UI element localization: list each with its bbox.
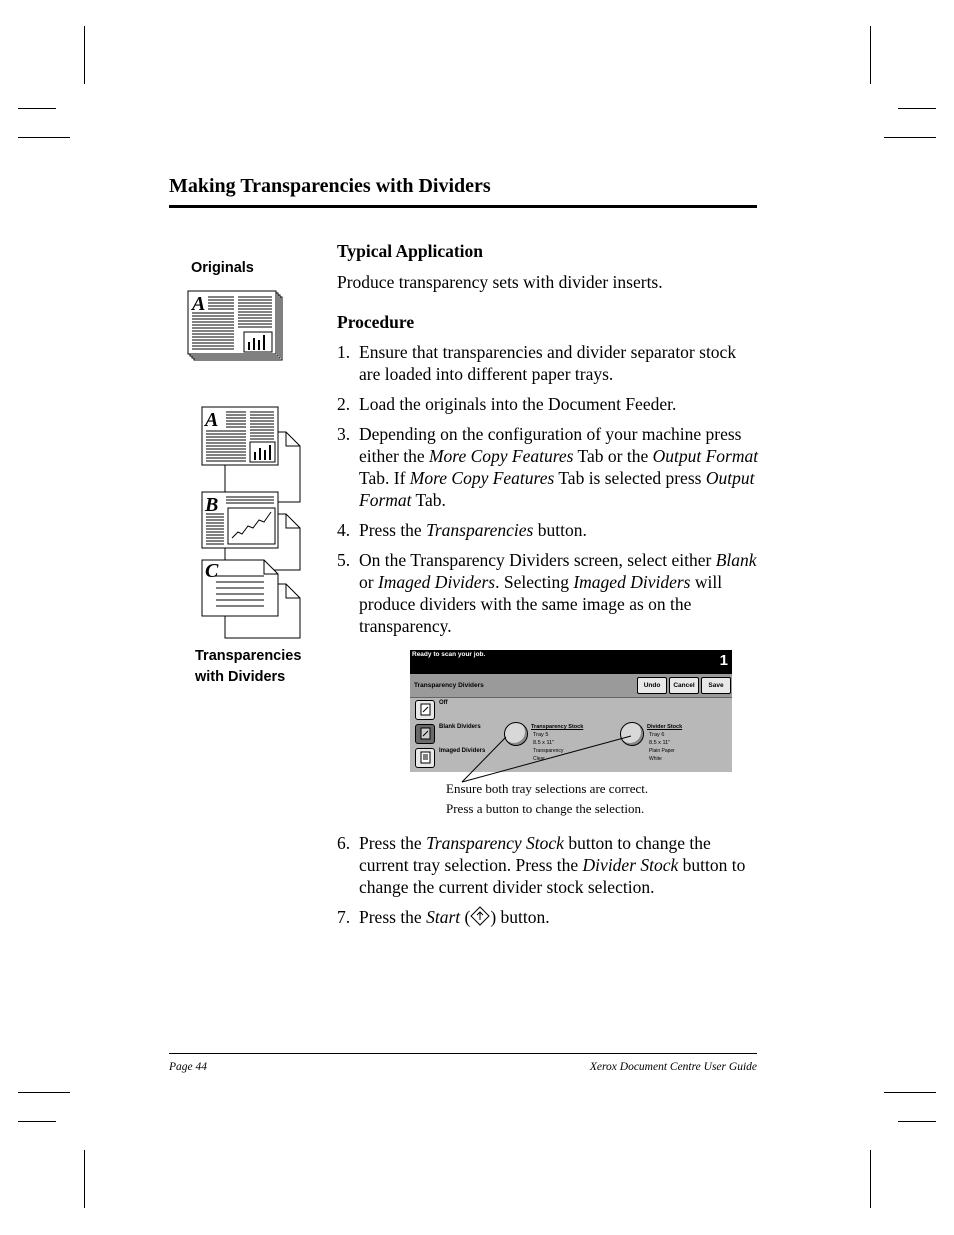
typical-application-heading: Typical Application — [337, 241, 484, 261]
crop-mark — [898, 108, 936, 109]
step-text: Tab. If — [359, 468, 410, 488]
crop-mark — [18, 108, 56, 109]
emphasized-term: Transparency Stock — [426, 833, 564, 853]
page-title: Making Transparencies with Dividers — [169, 175, 491, 197]
callout-lines — [400, 700, 660, 790]
step-text: ) button. — [490, 907, 550, 927]
doc-letter-a: A — [205, 409, 219, 431]
guide-title: Xerox Document Centre User Guide — [589, 1061, 757, 1073]
procedure-heading: Procedure — [337, 312, 415, 332]
procedure-step — [337, 549, 759, 637]
caption-line-1: Ensure both tray selections are correct. — [446, 781, 649, 796]
divider-stock-tray: Tray 6 — [649, 732, 665, 738]
step-number: 4. — [337, 520, 351, 540]
step-text: Press the — [359, 907, 427, 927]
emphasized-term: More Copy Features — [409, 468, 555, 488]
main-content-continued — [337, 832, 759, 936]
crop-mark — [870, 26, 871, 84]
transparencies-label-line1: Transparencies — [195, 648, 302, 664]
step-text: button. — [533, 520, 587, 540]
transparency-stock-color: Clear — [533, 756, 545, 762]
screen-caption — [446, 779, 648, 819]
emphasized-term: Output Format — [359, 468, 755, 510]
tab-header — [410, 674, 732, 698]
emphasized-term: More Copy Features — [428, 446, 574, 466]
transparency-stock-tray: Tray 5 — [533, 732, 549, 738]
step-text: Depending on the configuration of your machine press either the — [359, 424, 742, 466]
doc-letter-b: B — [205, 494, 219, 516]
step-text: or — [359, 572, 378, 592]
step-text: button to change the current divider stock selection. — [359, 855, 746, 897]
emphasized-term: Imaged Dividers — [377, 572, 496, 592]
status-bar — [410, 650, 732, 674]
step-number: 1. — [337, 342, 351, 362]
step-text: Press the — [359, 520, 427, 540]
procedure-steps-continued — [337, 832, 759, 928]
crop-mark — [18, 1092, 70, 1093]
status-text: Ready to scan your job. — [412, 651, 486, 658]
footer-rule — [169, 1053, 757, 1054]
page-number: Page 44 — [169, 1061, 208, 1073]
crop-mark — [18, 137, 70, 138]
step-number: 5. — [337, 550, 351, 570]
divider-stock-type: Plain Paper — [649, 748, 675, 754]
procedure-steps — [337, 341, 759, 637]
cancel-button[interactable]: Cancel — [669, 677, 699, 694]
transparencies-illustration — [198, 404, 304, 640]
emphasized-term: Transparencies — [426, 520, 534, 540]
step-number: 3. — [337, 424, 351, 444]
step-text: Load the originals into the Document Feeder. — [359, 394, 677, 414]
crop-mark — [898, 1121, 936, 1122]
start-icon — [470, 906, 490, 926]
transparency-stock-size: 8.5 x 11" — [533, 740, 555, 746]
step-text: Tab. — [411, 490, 446, 510]
caption-line-2: Press a button to change the selection. — [446, 801, 645, 816]
originals-illustration — [186, 288, 286, 364]
emphasized-term: Divider Stock — [582, 855, 679, 875]
emphasized-term: Blank — [715, 550, 757, 570]
transparencies-label — [195, 646, 301, 688]
step-text: Ensure that transparencies and divider separator stock are loaded into different paper trays. — [359, 342, 737, 384]
step-text: Tab or the — [573, 446, 653, 466]
doc-letter-a: A — [192, 293, 206, 315]
transparency-stock-title: Transparency Stock — [531, 724, 584, 730]
step-text: On the Transparency Dividers screen, select either — [359, 550, 716, 570]
step-number: 6. — [337, 833, 351, 853]
procedure-step — [337, 906, 759, 928]
divider-stock-color: White — [649, 756, 662, 762]
divider-stock-title: Divider Stock — [647, 724, 683, 730]
step-text: Tab is selected press — [554, 468, 706, 488]
step-text: . Selecting — [495, 572, 574, 592]
crop-mark — [884, 1092, 936, 1093]
transparency-stock-type: Transparency — [533, 748, 564, 754]
emphasized-term: Output Format — [652, 446, 759, 466]
step-number: 7. — [337, 907, 351, 927]
crop-mark — [84, 1150, 85, 1208]
step-number: 2. — [337, 394, 351, 414]
step-text: ( — [460, 907, 471, 927]
procedure-step — [337, 832, 759, 898]
originals-label: Originals — [191, 260, 254, 276]
job-number: 1 — [719, 652, 728, 669]
off-option-label: Off — [439, 700, 448, 706]
imaged-dividers-option-label: Imaged Dividers — [439, 748, 486, 754]
step-text: Press the — [359, 833, 427, 853]
crop-mark — [18, 1121, 56, 1122]
crop-mark — [870, 1150, 871, 1208]
title-rule — [169, 205, 757, 208]
step-text: button to change the current tray selection. Press the — [359, 833, 711, 875]
emphasized-term: Start — [426, 907, 461, 927]
emphasized-term: Imaged Dividers — [573, 572, 691, 592]
undo-button[interactable]: Undo — [637, 677, 667, 694]
typical-application-text: Produce transparency sets with divider inserts. — [337, 272, 663, 292]
save-button[interactable]: Save — [701, 677, 731, 694]
blank-dividers-option-label: Blank Dividers — [439, 724, 481, 730]
transparencies-label-line2: with Dividers — [195, 669, 286, 685]
step-text: will produce dividers with the same image as on the transparency. — [359, 572, 723, 636]
divider-stock-size: 8.5 x 11" — [649, 740, 671, 746]
procedure-step — [337, 519, 759, 541]
main-content — [337, 240, 759, 645]
crop-mark — [84, 26, 85, 84]
tab-title: Transparency Dividers — [414, 682, 484, 689]
procedure-step — [337, 393, 759, 415]
procedure-step — [337, 423, 759, 511]
doc-letter-c: C — [205, 560, 219, 582]
procedure-step — [337, 341, 759, 385]
crop-mark — [884, 137, 936, 138]
